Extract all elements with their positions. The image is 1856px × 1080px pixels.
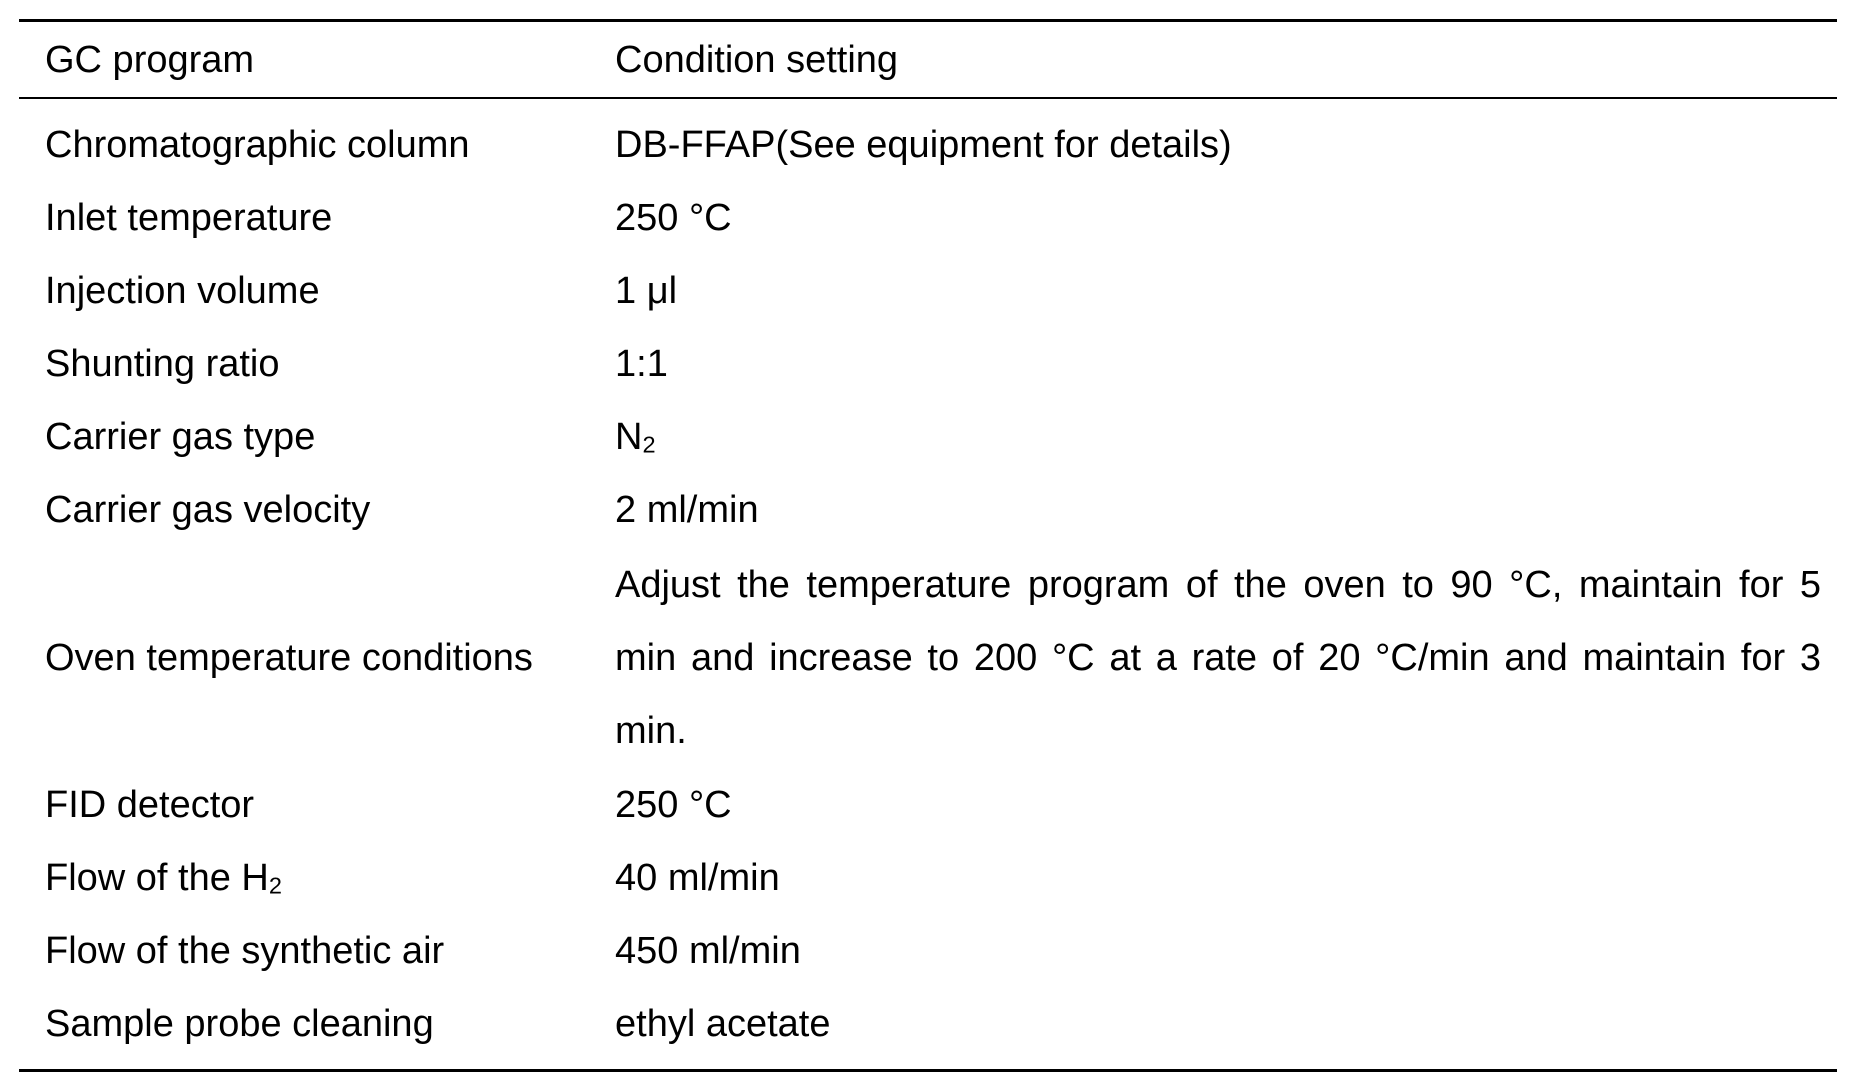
header-condition-setting: Condition setting [615,38,899,81]
value-cell: 1 μl [615,270,678,312]
param-cell: Injection volume [45,270,320,312]
value-text: N [615,416,643,458]
value-cell: 250 °C [615,784,732,826]
table-row [19,842,1837,915]
table-row [19,328,1837,401]
param-cell: Oven temperature conditions [45,636,533,679]
param-cell: Chromatographic column [45,124,470,166]
value-cell: 40 ml/min [615,857,780,899]
table-row [19,769,1837,842]
table-body [19,99,1837,1069]
table-row [19,182,1837,255]
gc-conditions-table [19,19,1837,1072]
bottom-rule [19,1069,1837,1072]
param-text: Flow of the H [45,857,269,899]
table-row [19,988,1837,1061]
table-row [19,401,1837,474]
param-cell: Carrier gas velocity [45,489,371,531]
value-cell: 250 °C [615,197,732,239]
table-row [19,915,1837,988]
value-cell: ethyl acetate [615,1003,831,1045]
header-gc-program: GC program [45,38,255,81]
value-cell: DB-FFAP(See equipment for details) [615,124,1232,166]
param-cell: Flow of the synthetic air [45,930,445,972]
table-row [19,255,1837,328]
param-cell: Inlet temperature [45,197,333,239]
table-row [19,474,1837,547]
value-cell [615,401,1821,474]
value-cell: 450 ml/min [615,930,801,972]
table-header-row [19,22,1837,97]
value-subscript: 2 [642,431,656,458]
value-cell: 2 ml/min [615,489,759,531]
value-cell: 1:1 [615,343,668,385]
param-cell [19,842,615,915]
param-cell: Sample probe cleaning [45,1003,434,1045]
param-cell: FID detector [45,784,255,826]
param-cell: Shunting ratio [45,343,280,385]
table-row [19,109,1837,182]
param-cell: Carrier gas type [45,416,316,458]
value-cell: Adjust the temperature program of the oven to 90 °C, maintain for 5 min and increase to 200 °C at a rate of 20 °C/min and maintain for 3 min. [615,563,1821,752]
param-subscript: 2 [268,872,282,899]
table-row [19,547,1837,769]
